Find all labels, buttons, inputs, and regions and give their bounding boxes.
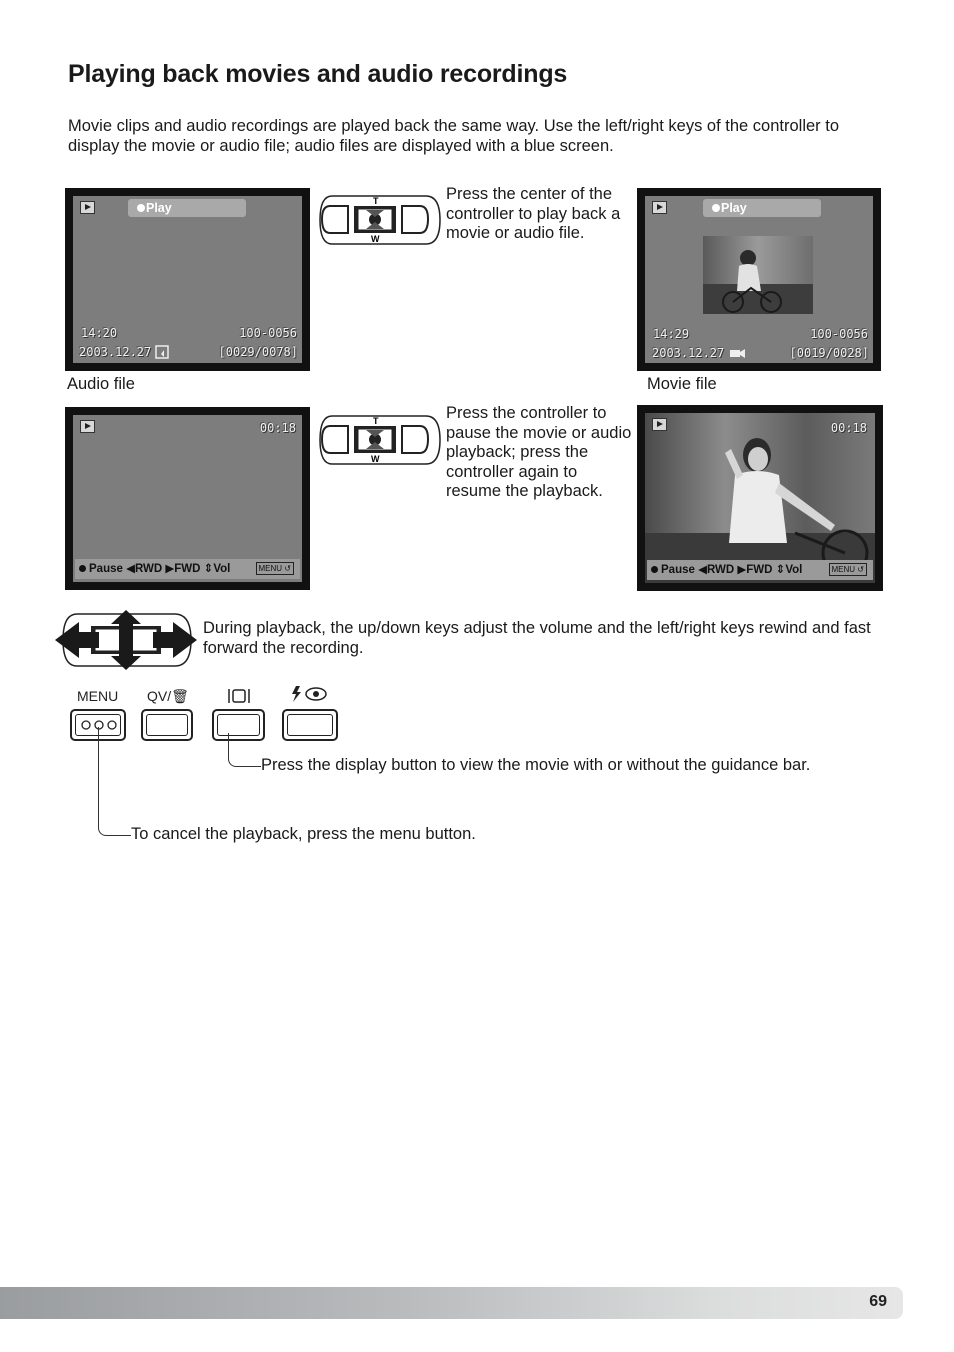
- controller-arrows-graphic: [55, 610, 197, 670]
- trash-icon: 🗑: [171, 688, 189, 704]
- guide-vol: Vol: [785, 564, 803, 576]
- guide-pause: Pause: [661, 564, 695, 576]
- movie-file-icon: [729, 347, 747, 359]
- qv-delete-label: QV/🗑: [147, 688, 189, 704]
- audio-play-screen: [65, 188, 310, 371]
- frame-counter: [0019/0028]: [789, 346, 869, 360]
- intro-paragraph: Movie clips and audio recordings are played back the same way. Use the left/right keys of the controller to display the movie or audio file; audio files are displayed with a blue screen.: [68, 117, 840, 155]
- menu-return-icon: MENU ↺: [829, 563, 868, 576]
- playback-mode-icon: [652, 418, 667, 431]
- play-instruction: Press the center of the controller to play back a movie or audio file.: [446, 185, 621, 242]
- movie-frame-photo: [645, 413, 875, 583]
- rewind-arrow-icon: ◀: [126, 563, 135, 575]
- movie-pause-screen: [637, 405, 883, 591]
- controller-press-center-graphic: [318, 190, 442, 250]
- rewind-arrow-icon: ◀: [698, 564, 707, 576]
- time-readout: 14:29: [653, 327, 690, 341]
- volume-updown-icon: ⇕: [203, 563, 214, 575]
- file-number: 100-0056: [810, 327, 868, 341]
- guide-rwd: RWD: [706, 564, 735, 576]
- tele-label: T: [373, 196, 379, 206]
- frame-counter: [0029/0078]: [218, 345, 298, 359]
- qv-delete-button[interactable]: [141, 709, 193, 741]
- menu-button-label: MENU: [77, 688, 119, 704]
- footer-bar: [0, 1287, 903, 1319]
- audio-pause-screen: [65, 407, 310, 590]
- flash-eye-icon: [290, 685, 328, 703]
- svg-text:T: T: [373, 416, 379, 426]
- pause-dot-icon: [651, 566, 658, 573]
- audio-file-caption: Audio file: [67, 375, 135, 393]
- audio-file-icon: [155, 345, 169, 359]
- movie-play-screen: [637, 188, 881, 371]
- playback-counter: 00:18: [259, 421, 296, 435]
- menu-button-callout: To cancel the playback, press the menu button.: [131, 825, 476, 843]
- display-button-callout: Press the display button to view the movie with or without the guidance bar.: [261, 756, 811, 774]
- play-indicator: Play: [128, 199, 246, 217]
- volume-updown-icon: ⇕: [775, 564, 786, 576]
- date-readout: 2003.12.27: [79, 345, 152, 359]
- svg-text:W: W: [371, 454, 380, 464]
- play-indicator: Play: [703, 199, 821, 217]
- time-readout: 14:20: [81, 326, 118, 340]
- forward-arrow-icon: ▶: [737, 564, 747, 576]
- playback-mode-icon: [80, 420, 95, 433]
- file-number: 100-0056: [239, 326, 297, 340]
- page-number: 69: [869, 1293, 887, 1310]
- guide-fwd: FWD: [746, 564, 773, 576]
- pause-dot-icon: [79, 565, 86, 572]
- guide-rwd: RWD: [134, 563, 163, 575]
- controller-press-pause-graphic: [318, 410, 442, 470]
- playback-counter: 00:18: [830, 421, 867, 435]
- page-title: Playing back movies and audio recordings: [68, 60, 568, 88]
- date-readout: 2003.12.27: [652, 346, 725, 360]
- menu-callout-line: [98, 727, 131, 836]
- guide-fwd: FWD: [174, 563, 201, 575]
- movie-file-caption: Movie file: [647, 375, 717, 393]
- display-callout-line: [228, 733, 261, 767]
- menu-return-icon: MENU ↺: [256, 562, 295, 575]
- forward-arrow-icon: ▶: [165, 563, 175, 575]
- guidance-bar: [647, 560, 873, 580]
- playback-mode-icon: [652, 201, 667, 214]
- playback-keys-text: During playback, the up/down keys adjust the volume and the left/right keys rewind and fast forward the recording.: [203, 619, 871, 657]
- flash-mode-button[interactable]: [282, 709, 338, 741]
- movie-thumbnail: [703, 236, 813, 314]
- guidance-bar: [75, 559, 300, 579]
- guide-pause: Pause: [89, 563, 123, 575]
- display-button-icon: [227, 687, 251, 705]
- playback-mode-icon: [80, 201, 95, 214]
- guide-vol: Vol: [213, 563, 231, 575]
- wide-label: W: [371, 234, 380, 244]
- pause-instruction: Press the controller to pause the movie or audio playback; press the controller again to resume the playback.: [446, 404, 632, 500]
